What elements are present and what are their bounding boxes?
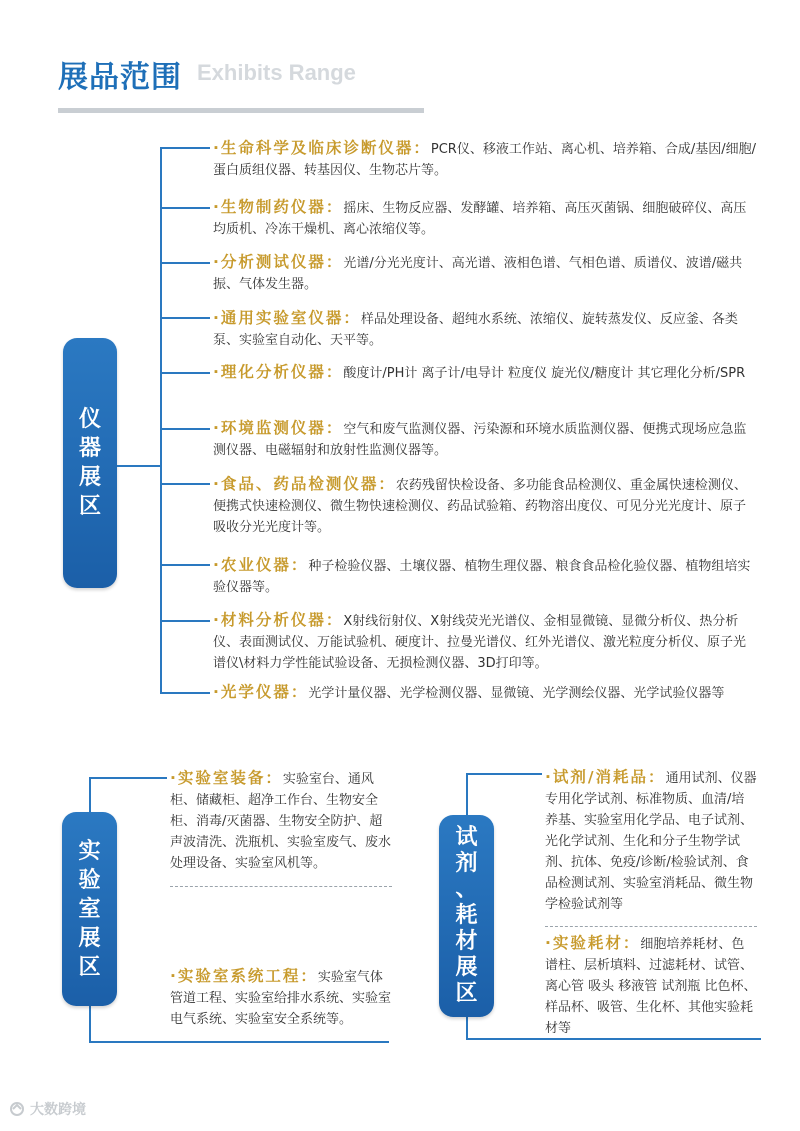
list-item: ·实验室装备：实验室台、通风柜、储藏柜、超净工作台、生物安全柜、消毒/灭菌器、生物安全防护、超声波清洗、洗瓶机、实验室废气、废水处理设备、实验室风机等。 <box>170 769 392 871</box>
list-item: ·农业仪器：种子检验仪器、土壤仪器、植物生理仪器、粮食食品检化验仪器、植物组培实验仪器等。 <box>213 556 751 595</box>
section-label-reagents: 试 剂 、 耗 材 展 区 <box>439 815 494 1017</box>
list-item: ·生命科学及临床诊断仪器：PCR仪、移液工作站、离心机、培养箱、合成/基因/细胞/蛋白质组仪器、转基因仪、生物芯片等。 <box>213 139 756 178</box>
watermark-logo-icon <box>8 1101 26 1117</box>
list-item: ·实验室系统工程：实验室气体管道工程、实验室给排水系统、实验室电气系统、实验室安全系统等。 <box>170 967 392 1027</box>
list-item: ·环境监测仪器：空气和废气监测仪器、污染源和环境水质监测仪器、便携式现场应急监测仪器、电磁辐射和放射性监测仪器等。 <box>213 419 747 458</box>
branch <box>160 483 210 485</box>
list-item: ·材料分析仪器：X射线衍射仪、X射线荧光光谱仪、金相显微镜、显微分析仪、热分析仪、表面测试仪、万能试验机、硬度计、拉曼光谱仪、红外光谱仪、激光粒度分析仪、原子光谱仪\材料力学性能试验设备、无损检测仪器、3D打印等。 <box>213 611 747 671</box>
list-item: ·试剂/消耗品：通用试剂、仪器专用化学试剂、标准物质、血清/培养基、实验室用化学品、电子试剂、光化学试剂、生化和分子生物学试剂、抗体、免疫/诊断/检验试剂、食品检测试剂、实验室消耗品、微生物学检验试剂等 <box>545 768 757 912</box>
section-label-instruments: 仪 器 展 区 <box>63 338 117 588</box>
list-item: ·生物制药仪器：摇床、生物反应器、发酵罐、培养箱、高压灭菌锅、细胞破碎仪、高压均质机、冷冻干燥机、离心浓缩仪等。 <box>213 198 747 237</box>
branch <box>89 777 167 779</box>
list-item: ·光学仪器：光学计量仪器、光学检测仪器、显微镜、光学测绘仪器、光学试验仪器等 <box>213 683 725 701</box>
section-label-laboratory: 实 验 室 展 区 <box>62 812 117 1006</box>
list-item: ·食品、药品检测仪器：农药残留快检设备、多功能食品检测仪、重金属快速检测仪、便携式快速检测仪、微生物快速检测仪、药品试验箱、药物溶出度仪、可见分光光度计、原子吸收分光光度计等。 <box>213 475 747 535</box>
list-item: ·理化分析仪器：酸度计/PH计 离子计/电导计 粒度仪 旋光仪/糖度计 其它理化分析/SPR <box>213 363 746 381</box>
connector <box>117 465 161 467</box>
list-item: ·分析测试仪器：光谱/分光光度计、高光谱、液相色谱、气相色谱、质谱仪、波谱/磁共振、气体发生器。 <box>213 253 743 292</box>
list-item: ·通用实验室仪器：样品处理设备、超纯水系统、浓缩仪、旋转蒸发仪、反应釜、各类泵、实验室自动化、天平等。 <box>213 309 738 348</box>
branch <box>466 773 542 775</box>
branch <box>160 428 210 430</box>
page-title-english: Exhibits Range <box>197 60 356 85</box>
branch <box>160 262 210 264</box>
branch <box>160 317 210 319</box>
branch <box>160 207 210 209</box>
branch <box>160 692 210 694</box>
divider <box>170 886 392 887</box>
branch <box>160 564 210 566</box>
tree-trunk <box>160 147 162 693</box>
list-item: ·实验耗材：细胞培养耗材、色谱柱、层析填料、过滤耗材、试管、离心管 吸头 移液管 试剂瓶 比色杯、样品杯、吸管、生化杯、其他实验耗材等 <box>545 934 757 1036</box>
branch <box>160 372 210 374</box>
watermark: 大数跨境 <box>30 1102 86 1118</box>
branch <box>89 1041 389 1043</box>
branch <box>160 620 210 622</box>
divider <box>545 926 757 927</box>
page-title: 展品范围 <box>58 60 182 95</box>
branch <box>160 147 210 149</box>
title-underline <box>58 108 424 113</box>
